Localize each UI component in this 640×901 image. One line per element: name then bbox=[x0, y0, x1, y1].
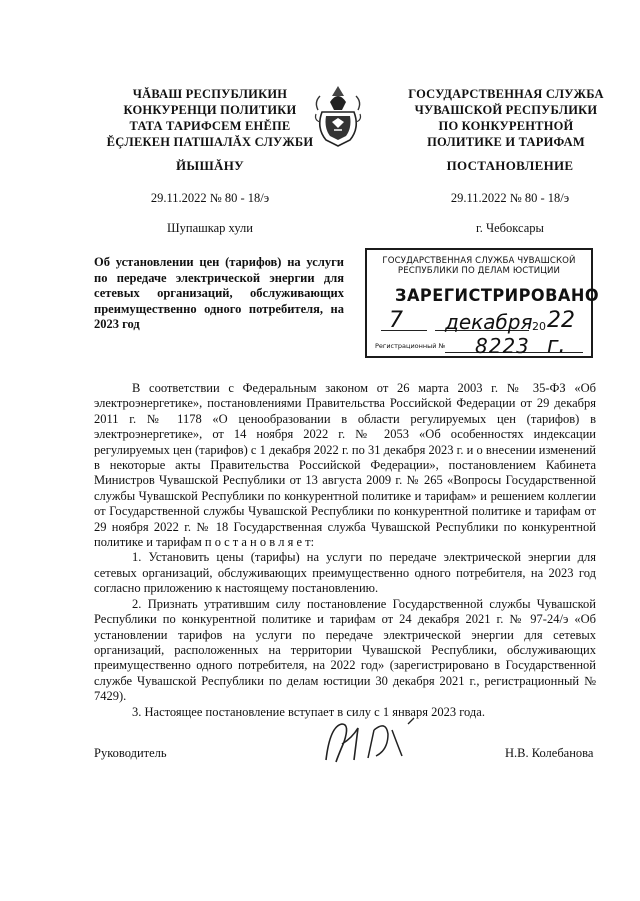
chuvash-emblem-icon bbox=[312, 82, 364, 150]
stamp-reg-label: Регистрационный № bbox=[375, 342, 446, 350]
header-russian-line: ЧУВАШСКОЙ РЕСПУБЛИКИ bbox=[414, 103, 598, 117]
stamp-year-prefix: 20 bbox=[532, 320, 546, 333]
body-paragraph: 1. Установить цены (тарифы) на услуги по передаче электрической энергии для сетевых организаций, обслуживающих преимущественно одного потребителя, на 2023 год согласно приложению к настоящему постановлению. bbox=[94, 550, 596, 596]
body-paragraph: 2. Признать утратившим силу постановление Государственной службы Чувашской Республики по конкурентной политике и тарифам от 24 декабря 2021 г. № 97-24/э «Об установлении тарифов на услуги по передаче электрической энергии для сетевых организаций, расположенных на территории Чувашской Республики, обслуживающих преимущественно одного потребителя, на 2022 год» (зарегистрировано в Государственной службе Чувашской Республики по делам юстиции 30 декабря 2021 г., регистрационный № 7429). bbox=[94, 596, 596, 704]
handwritten-signature bbox=[318, 716, 428, 768]
city-russian: г. Чебоксары bbox=[476, 221, 544, 235]
body-paragraph bbox=[94, 381, 596, 550]
body-paragraph: 3. Настоящее постановление вступает в силу с 1 января 2023 года. bbox=[132, 704, 485, 719]
stamp-day-line bbox=[381, 330, 427, 331]
header-russian-line: ПО КОНКУРЕНТНОЙ bbox=[438, 119, 574, 133]
stamp-day: 7 bbox=[389, 308, 403, 333]
header-chuvash-line: ТАТА ТАРИФСЕМ ЕНĔПЕ bbox=[129, 119, 291, 133]
stamp-month: декабря bbox=[445, 310, 533, 334]
resolving-verb: п о с т а н о в л я е т: bbox=[204, 535, 315, 550]
header-russian-line: ПОЛИТИКЕ И ТАРИФАМ bbox=[427, 135, 585, 149]
signer-name: Н.В. Колебанова bbox=[505, 746, 594, 760]
header-chuvash bbox=[88, 86, 332, 150]
header-russian bbox=[393, 86, 619, 150]
doc-type-russian: ПОСТАНОВЛЕНИЕ bbox=[446, 158, 574, 173]
stamp-title: ЗАРЕГИСТРИРОВАНО bbox=[395, 286, 600, 306]
preamble-text: В соответствии с Федеральным законом от 26 марта 2003 г. № 35-ФЗ «Об электроэнергетике», постановлениями Правительства Российской Федерации от 29 декабря 2011 г. № 1178 «О ценообразовании в области регулируемых цен (тарифов) в электроэнергетике», от 14 ноября 2022 г. № 2053 «Об особенностях индексации регулируемых цен (тарифов) с 1 декабря 2022 г. по 31 декабря 2023 г. и о внесении изменений в некоторые акты Правительства Российской Федерации», постановлением Кабинета Министров Чувашской Республики от 13 августа 2009 г. № 265 «Вопросы Государственной службы Чувашской Республики по конкурентной политике и тарифам» и решением коллегии от Государственной службы Чувашской Республики по конкурентной политике и тарифам от 29 ноября 2022 г. № 18 Государственная служба Чувашской Республики по конкурентной политике и тарифам bbox=[94, 381, 596, 550]
doc-type-chuvash: ЙЫШĂНУ bbox=[176, 158, 244, 173]
doc-number-chuvash: 29.11.2022 № 80 - 18/э bbox=[150, 191, 270, 205]
signer-position: Руководитель bbox=[94, 746, 167, 760]
document-body bbox=[94, 381, 596, 720]
header-chuvash-line: ĔÇЛЕКЕН ПАТШАЛĂХ СЛУЖБИ bbox=[106, 135, 314, 149]
document-subject: Об установлении цен (тарифов) на услуги по передаче электрической энергии для сетевых организаций, обслуживающих преимущественно одного потребителя, на 2023 год bbox=[94, 255, 344, 331]
header-chuvash-line: КОНКУРЕНЦИ ПОЛИТИКИ bbox=[123, 103, 297, 117]
stamp-reg-number: 8223 bbox=[475, 334, 530, 358]
header-chuvash-line: ЧĂВАШ РЕСПУБЛИКИН bbox=[132, 87, 288, 101]
city-chuvash: Шупашкар хули bbox=[167, 221, 253, 235]
doc-number-russian: 29.11.2022 № 80 - 18/э bbox=[450, 191, 570, 205]
stamp-year: 22 г. bbox=[547, 308, 575, 358]
registration-stamp bbox=[365, 248, 600, 358]
stamp-organization: ГОСУДАРСТВЕННАЯ СЛУЖБА ЧУВАШСКОЙ РЕСПУБЛИКИ ПО ДЕЛАМ ЮСТИЦИИ bbox=[382, 256, 576, 276]
header-russian-line: ГОСУДАРСТВЕННАЯ СЛУЖБА bbox=[408, 87, 604, 101]
